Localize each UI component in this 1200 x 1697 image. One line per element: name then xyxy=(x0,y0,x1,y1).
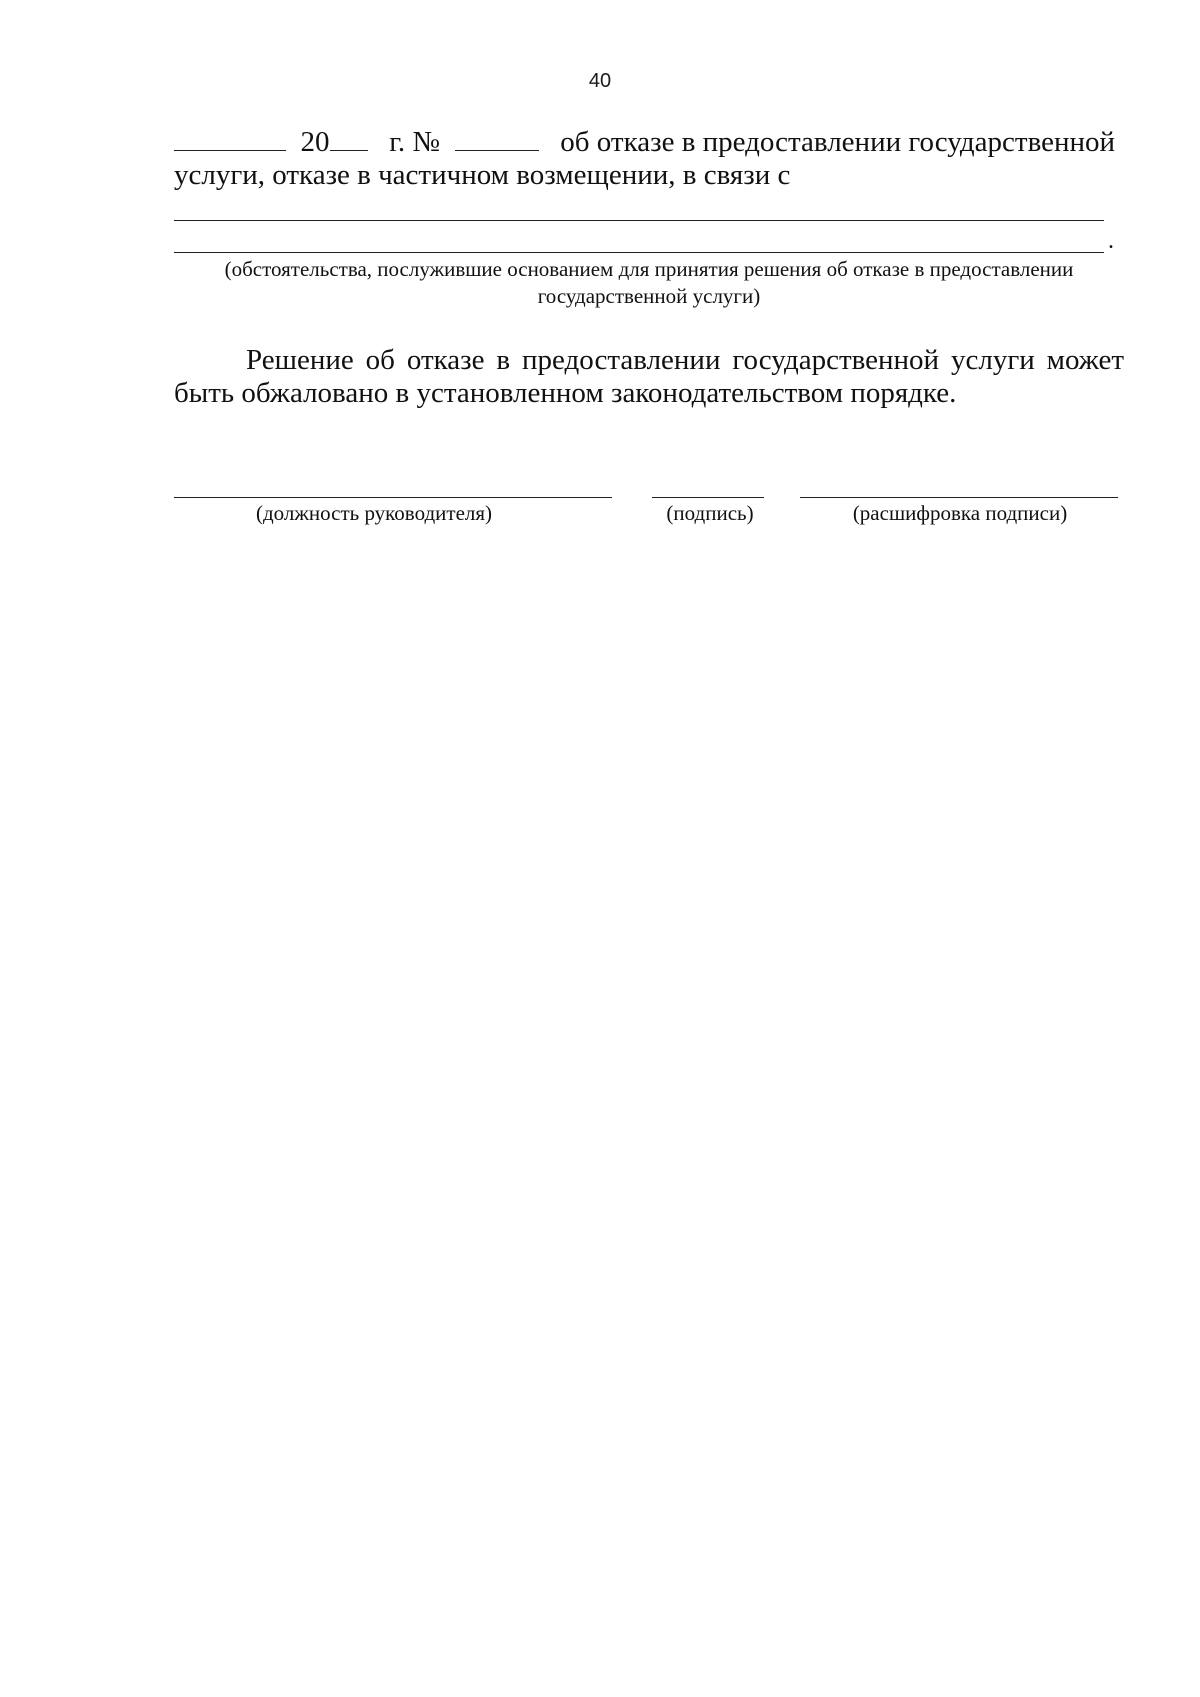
page-number: 40 xyxy=(588,70,612,92)
circumstances-period: . xyxy=(1108,228,1114,254)
date-blank xyxy=(174,124,286,151)
circumstances-line-1 xyxy=(174,220,1104,221)
decision-text-line1: об отказе в предоставлении государственной xyxy=(560,126,1116,158)
circumstances-caption: (обстоятельства, послужившие основанием для принятия решения об отказе в предоставлении государственной услуги) xyxy=(224,257,1074,308)
decoding-line xyxy=(800,497,1118,498)
position-line xyxy=(174,497,612,498)
decision-paragraph xyxy=(174,124,1124,192)
circumstances-line-2 xyxy=(174,252,1104,253)
signature-line xyxy=(652,497,764,498)
decoding-label: (расшифровка подписи) xyxy=(852,501,1068,525)
year-blank xyxy=(330,124,368,151)
year-prefix: 20 xyxy=(300,126,330,158)
signature-label: (подпись) xyxy=(666,501,754,525)
number-blank xyxy=(455,124,539,151)
position-label: (должность руководителя) xyxy=(255,501,493,525)
appeal-paragraph: Решение об отказе в предоставлении государственной услуги может быть обжаловано в установленном законодательством порядке. xyxy=(174,344,1124,409)
year-suffix: г. № xyxy=(389,126,441,158)
decision-text-line2: услуги, отказе в частичном возмещении, в связи с xyxy=(174,159,791,191)
